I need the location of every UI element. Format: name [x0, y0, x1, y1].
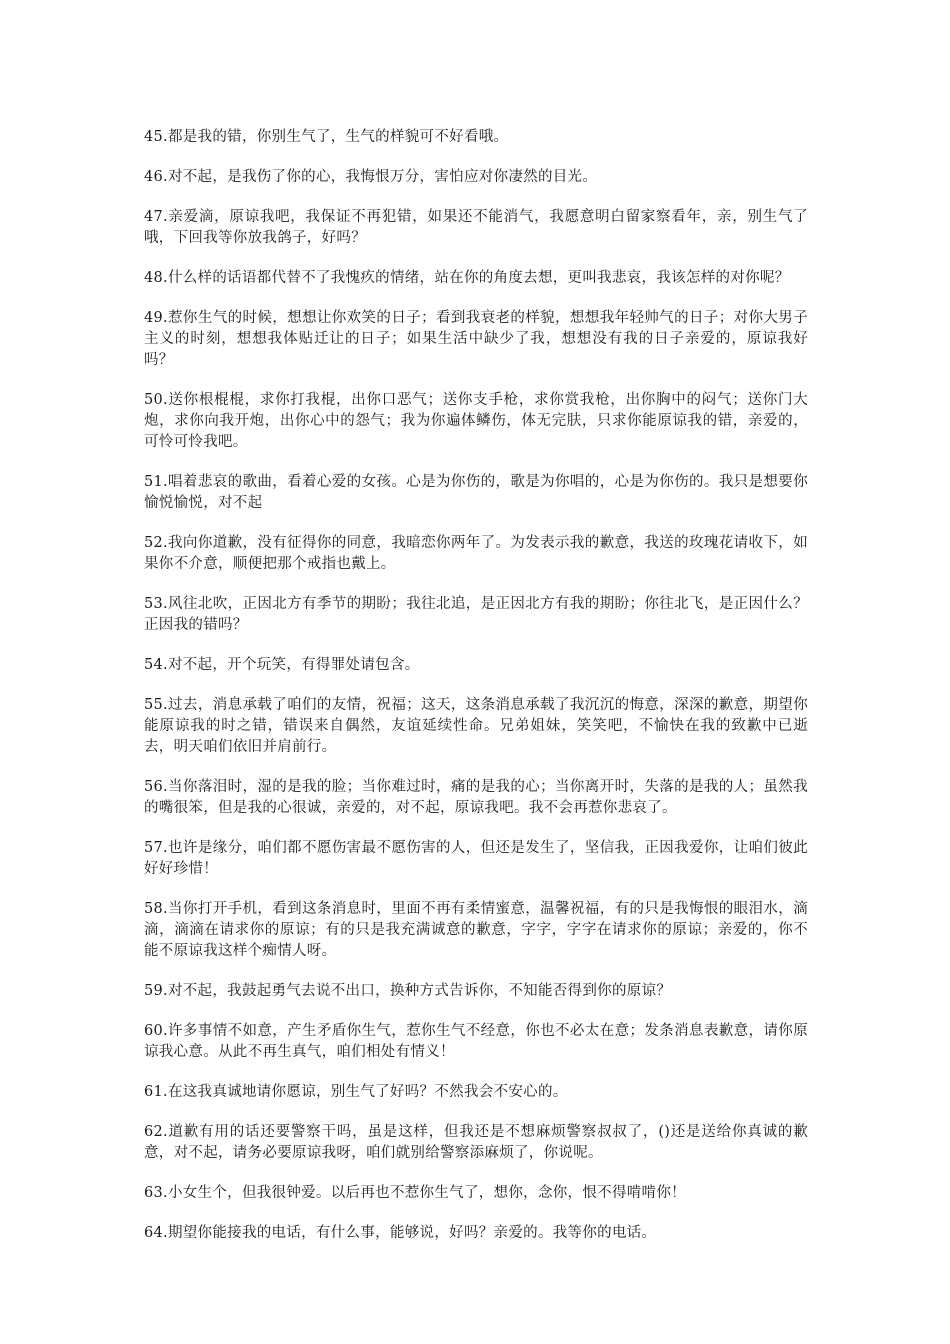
paragraph-48: 48.什么样的话语都代替不了我愧疚的情绪，站在你的角度去想，更叫我悲哀，我该怎样的对你呢？	[144, 270, 790, 286]
paragraph-56: 56.当你落泪时，湿的是我的脸；当你难过时，痛的是我的心；当你离开时，失落的是我的人；虽然我的嘴很笨，但是我的心很诚，亲爱的，对不起，原谅我吧。我不会再惹你悲哀了。	[144, 779, 808, 816]
paragraph-60: 60.许多事情不如意，产生矛盾你生气，惹你生气不经意，你也不必太在意；发条消息表歉意，请你原谅我心意。从此不再生真气，咱们相处有情义！	[144, 1023, 808, 1060]
paragraph-61: 61.在这我真诚地请你愿谅，别生气了好吗？不然我会不安心的。	[144, 1084, 568, 1100]
paragraph-53: 53.风往北吹，正因北方有季节的期盼；我往北追，是正因北方有我的期盼；你往北飞，是正因什么？正因我的错吗？	[144, 596, 808, 633]
paragraph-64: 64.期望你能接我的电话，有什么事，能够说，好吗？亲爱的。我等你的电话。	[144, 1225, 657, 1241]
document-body	[144, 127, 808, 1263]
paragraph-47: 47.亲爱滴，原谅我吧，我保证不再犯错，如果还不能消气，我愿意明白留家察看年，亲，别生气了哦，下回我等你放我鸽子，好吗？	[144, 209, 808, 246]
paragraph-45: 45.都是我的错，你别生气了，生气的样貌可不好看哦。	[144, 129, 509, 145]
paragraph-55: 55.过去，消息承载了咱们的友情，祝福；这天，这条消息承载了我沉沉的悔意，深深的歉意，期望你能原谅我的时之错，错误来自偶然，友谊延续性命。兄弟姐妹，笑笑吧，不愉快在我的致歉中已逝去，明天咱们依旧并肩前行。	[144, 697, 808, 755]
paragraph-59: 59.对不起，我鼓起勇气去说不出口，换种方式告诉你，不知能否得到你的原谅？	[144, 983, 672, 999]
paragraph-62: 62.道歉有用的话还要警察干吗，虽是这样，但我还是不想麻烦警察叔叔了，()还是送给你真诚的歉意，对不起，请务必要原谅我呀，咱们就别给警察添麻烦了，你说呢。	[144, 1124, 808, 1161]
paragraph-50: 50.送你根棍棍，求你打我棍，出你口恶气；送你支手枪，求你赏我枪，出你胸中的闷气；送你门大炮，求你向我开炮，出你心中的怨气；我为你遍体鳞伤，体无完肤，只求你能原谅我的错，亲爱的，可怜可怜我吧。	[144, 392, 808, 450]
paragraph-46: 46.对不起，是我伤了你的心，我悔恨万分，害怕应对你凄然的目光。	[144, 169, 598, 185]
paragraph-52: 52.我向你道歉，没有征得你的同意，我暗恋你两年了。为发表示我的歉意，我送的玫瑰花请收下，如果你不介意，顺便把那个戒指也戴上。	[144, 535, 808, 572]
paragraph-54: 54.对不起，开个玩笑，有得罪处请包含。	[144, 657, 420, 673]
paragraph-58: 58.当你打开手机，看到这条消息时，里面不再有柔情蜜意，温馨祝福，有的只是我悔恨的眼泪水，滴滴，滴滴在请求你的原谅；有的只是我充满诚意的歉意，字字，字字在请求你的原谅；亲爱的，你不能不原谅我这样个痴情人呀。	[144, 901, 808, 959]
paragraph-57: 57.也许是缘分，咱们都不愿伤害最不愿伤害的人，但还是发生了，坚信我，正因我爱你，让咱们彼此好好珍惜！	[144, 840, 808, 877]
paragraph-49: 49.惹你生气的时候，想想让你欢笑的日子；看到我衰老的样貌，想想我年轻帅气的日子；对你大男子主义的时刻，想想我体贴迁让的日子；如果生活中缺少了我，想想没有我的日子亲爱的，原谅我好吗？	[144, 310, 808, 368]
paragraph-51: 51.唱着悲哀的歌曲，看着心爱的女孩。心是为你伤的，歌是为你唱的，心是为你伤的。我只是想要你愉悦愉悦，对不起	[144, 474, 808, 511]
paragraph-63: 63.小女生个，但我很钟爱。以后再也不惹你生气了，想你，念你，恨不得啃啃你！	[144, 1185, 686, 1201]
